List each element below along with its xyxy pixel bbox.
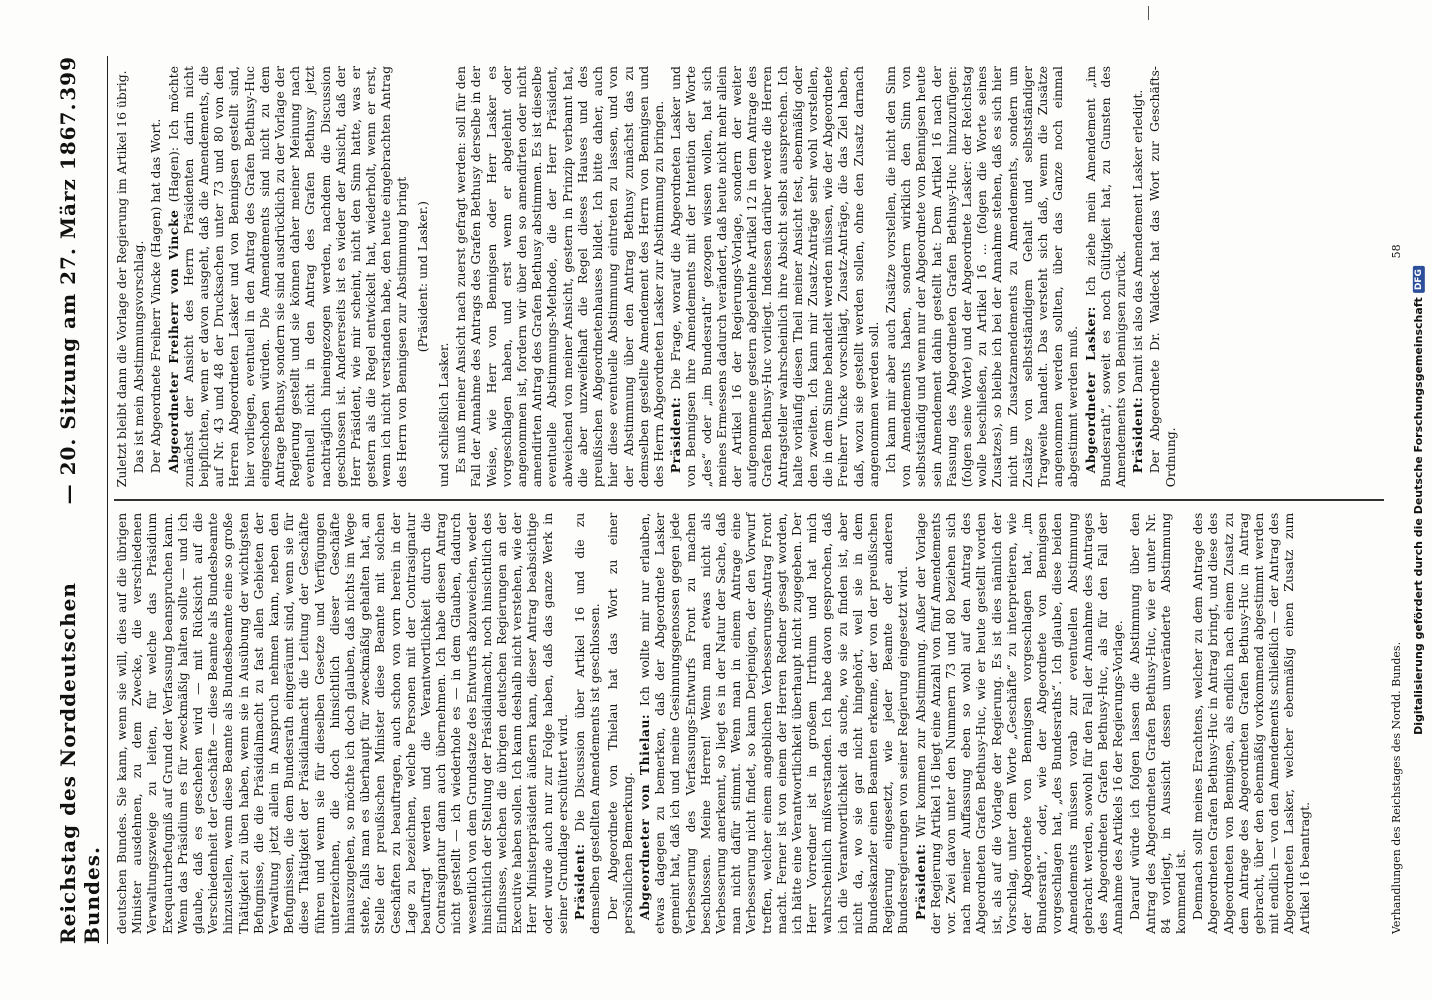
header-left-title: Reichstag des Norddeutschen Bundes. bbox=[56, 582, 104, 944]
page-footer bbox=[1390, 56, 1403, 944]
paragraph-text: (Hagen): Ich möchte zunächst der Ansicht des Herrn Präsidenten darin nicht beipflichten, wenn er davon ausgeht, daß die Amendements, die auf Nr. 43 und 48 der Drucksachen unter 73 und 80 von den Herren Abgeordneten Lasker und von Bennigsen gestellt sind, hier vorliegen, eventuell in den Antrag des Grafen Bethusy-Huc eingeschoben würden. Die Amendements sind nicht zu dem Antrage Bethusy, sondern sie sind ausdrücklich zu der Vorlage der Regierung gestellt und sie können daher meiner Meinung nach eventuell nicht in den Antrag des Grafen Bethusy jetzt nachträglich hineingezogen werden, nachdem die Discussion geschlossen ist. Andererseits ist es wieder der Ansicht, daß der Herr Präsident, wie mir scheint, nicht den Sinn hatte, was er gestern als die Regel entwickelt hat, wiederholt, wenn er erst, wenn ich nicht verstanden habe, den heute eingebrachten Antrag des Herrn von Bennigsen zur Abstimmung bringt bbox=[165, 66, 409, 488]
speaker-name: Abgeordneter Lasker: bbox=[1082, 306, 1098, 474]
paragraph-text: Der Abgeordnete Dr. Waldeck hat das Wort zur Geschäfts-Ordnung. bbox=[1147, 66, 1178, 488]
paragraph-text: (Präsident: und Lasker.) bbox=[414, 201, 430, 353]
paragraph bbox=[637, 513, 911, 934]
paragraph-text: Die Discussion über Artikel 16 und die zu demselben gestellten Amendements ist geschlossen. bbox=[572, 512, 603, 934]
paragraph-text: und schließlich Lasker. bbox=[436, 342, 452, 488]
fold-mark bbox=[1148, 6, 1149, 20]
paragraph bbox=[1083, 66, 1129, 487]
paragraph bbox=[415, 66, 430, 487]
paragraph-text: Wir kommen zur Abstimmung. Außer der Vorlage der Regierung Artikel 16 liegt eine Anzahl von fünf Amendements vor. Zwei davon unter den Nummern 73 und 80 beziehen sich nach meiner Auffassung eben so wohl auf den Antrag des Abgeordneten Grafen Bethusy-Huc, wie er heute gestellt worden ist, als auf die Vorlage der Regierung. Es ist dies nämlich der Vorschlag, unter dem Worte „Geschäfte“ zu interpretieren, wie der Abgeordnete von Bennigsen vorgeschlagen hat, „im Bundesrath“, oder, wie der Abgeordnete von Bennigsen vorgeschlagen hat, „des Bundesraths“. Ich glaube, diese beiden Amendements müssen vorab zur eventuellen Abstimmung gebracht werden, sowohl für den Fall der Annahme des Antrages des Abgeordneten Grafen Bethusy-Huc, als für den Fall der Annahme des Artikels 16 der Regierungs-Vorlage. bbox=[912, 512, 1126, 934]
paragraph bbox=[572, 513, 602, 934]
paragraph bbox=[883, 66, 1081, 487]
paragraph-text: Damit ist also das Amendement Lasker erledigt. bbox=[1130, 89, 1146, 393]
paragraph bbox=[453, 66, 666, 487]
speaker-name: Präsident: bbox=[1130, 396, 1146, 474]
paragraph bbox=[1127, 513, 1188, 934]
column-divider bbox=[114, 499, 1384, 501]
paragraph bbox=[114, 66, 129, 487]
dfg-logo: DFG bbox=[1412, 266, 1424, 293]
paragraph-text: Ich kann mir aber auch Zusätze vorstellen, die nicht den Sinn von Amendements haben, sondern wirklich den Sinn von selbstständig und wenn nur der Abgeordnete von Bennigsen heute sein Amendement dahin gestellt hat: Dem Artikel 16 nach der Fassung des Abgeordneten Grafen Bethusy-Huc hinzuzufügen: (folgen seine Worte) und der Abgeordnete Lasker: der Reichstag wolle beschließen, zu Artikel 16 ... (folgen die Worte seines Zusatzes), so bleibe ich bei der Annahme stehen, daß es sich hier nicht um Zusatzamendements zu Amendements, sondern um Zusätze von selbstständigem Gehalt und selbstständiger Tragweite handelt. Das versteht sich daß, wenn die Zusätze angenommen werden sollten, über das Ganze noch einmal abgestimmt werden muß. bbox=[882, 66, 1081, 488]
header-right-title: — 20. Sitzung am 27. März 1867. bbox=[56, 102, 80, 505]
page-number: 399 bbox=[56, 56, 80, 101]
paragraph bbox=[148, 66, 163, 487]
speaker-name: Präsident: bbox=[668, 396, 684, 474]
paragraph bbox=[668, 66, 881, 487]
digitization-note-text: Digitalisierung gefördert durch die Deutsche Forschungsgemeinschaft bbox=[1411, 296, 1425, 735]
paragraph-text: Darauf würde ich folgen lassen die Abstimmung über den Antrag des Abgeordneten Grafen Bethusy-Huc, wie er unter Nr. 84 vorliegt, in Aussicht dessen unveränderte Abstimmung kommend ist. bbox=[1127, 512, 1189, 934]
text-columns bbox=[114, 56, 1384, 944]
paragraph-text: Der Abgeordnete Freiherr Vincke (Hagen) hat das Wort. bbox=[148, 118, 164, 474]
paragraph bbox=[436, 66, 451, 487]
right-column bbox=[114, 56, 1384, 497]
paragraph-text: Ich wollte mir nur erlauben, etwas dagegen zu bemerken, daß der Abgeordnete Lasker gemeint hat, daß ich und meine Gesinnungsgenossen gegen jede Verbesserung des Verfassungs-Entwurfs Front zu machen beschlossen. Meine Herren! Wenn man etwas nicht als Verbesserung anerkennt, so liegt es in der Natur der Sache, daß man nicht dafür stimmt. Wenn man in einem Antrage eine Verbesserung nicht findet, so kann Derjenigen, der den Vorwurf treffen, welcher einem angeblichen Verbesserungs-Antrag Front macht. Ferner ist von einem der Herren Redner gesagt worden, ich hätte eine Verantwortlichkeit überhaupt nicht zugegeben. Der Herr Vorredner ist in großem Irrthum und hat mich wahrscheinlich mißverstanden. Ich habe davon gesprochen, daß ich die Verantwortlichkeit da suche, wo sie zu finden ist, aber nicht da, wo sie gar nicht hingehört, weil sie in dem Bundeskanzler einen Beamten erkenne, der von der preußischen Regierung eingesetzt, wie jeder Beamte der anderen Bundesregierungen von seiner Regierung eingesetzt wird. bbox=[636, 512, 911, 934]
paragraph bbox=[1130, 66, 1145, 487]
paragraph-text: Demnach sollt meines Erachtens, welcher zu dem Antrage des Abgeordneten Grafen Bethusy-Huc in Antrag bringt, und diese des Abgeordneten von Bennigsen, als endlich nach einem Zusatz zu dem Antrage des Abgeordneten Grafen Bethusy-Huc in Antrag gebracht, über den ebenmäßig vorkommend abgestimmt werden mit endlich — von den Amendements schließlich — der Antrag des Abgeordneten Lasker, welcher ebenmäßig einen Zusatz zum Artikel 16 beantragt. bbox=[1190, 512, 1312, 934]
paragraph bbox=[114, 513, 570, 934]
paragraph-text: Zuletzt bleibt dann die Vorlage der Regierung im Artikel 16 übrig. bbox=[114, 70, 129, 488]
digitization-note bbox=[1406, 0, 1430, 1000]
printed-sheet bbox=[48, 38, 1403, 962]
paragraph bbox=[605, 513, 635, 934]
paragraph bbox=[913, 513, 1126, 934]
running-header bbox=[56, 56, 108, 944]
paragraph-text: Ich ziehe mein Amendement „im Bundesrath“, soweit es noch Gültigkeit hat, zu Gunsten des Amendements von Bennigsen zurück. bbox=[1082, 66, 1128, 488]
footer-source: Verhandlungen des Reichstages des Nordd. Bundes. bbox=[1390, 641, 1403, 934]
paragraph-text: Der Abgeordnete von Thielau hat das Wort zu einer persönlichen Bemerkung. bbox=[604, 512, 635, 934]
paragraph bbox=[131, 66, 146, 487]
left-column bbox=[114, 503, 1384, 944]
paragraph-text: Das ist mein Abstimmungsvorschlag. bbox=[131, 240, 147, 474]
paragraph bbox=[1147, 66, 1177, 487]
paragraph-text: Die Frage, worauf die Abgeordneten Lasker und von Bennigsen ihre Amendements mit der Intention der Worte „des“ oder „im Bundesrath“ gezogen wissen wollen, hat sich meines Ermessens dadurch verändert, daß heute nicht mehr allein der Artikel 16 der Regierungs-Vorlage, sondern der weiter aufgenommene gestern abgelehnte Artikel 12 in dem Antrage des Grafen Bethusy-Huc vorliegt. Indessen darüber werde die Herren Antragsteller wahrscheinlich ihre Absicht selbst aussprechen. Ich halte vorläufig diesen Theil meiner Ansicht fest, ebenmäßig oder den zweiten. Ich kann mir Zusatz-Anträge sehr wohl vorstellen, die in dem Sinne behandelt werden müssen, wie der Abgeordnete Freiherr Vincke vorschlägt, Zusatz-Anträge, die das Ziel haben, daß, wozu sie gestellt werden sollen, ohne den Zusatz darnach angenommen werden soll. bbox=[668, 66, 881, 488]
speaker-name: Präsident: bbox=[572, 843, 588, 920]
paragraph bbox=[1190, 513, 1312, 934]
speaker-name: Abgeordneter von Thielau: bbox=[636, 713, 652, 920]
signature-mark: 58 bbox=[1390, 244, 1403, 259]
paragraph-text: deutschen Bundes. Sie kann, wenn sie will, dies auf die übrigen Minister ausdehnen, zu dem Zwecke, die verschiedenen Verwaltungszweige zu leiten, für welche das Präsidium Exequaturbefugniß auf Grund der Verfassung beanspruchen kann. Wenn das Präsidium es für zweckmäßig halten sollte — und ich glaube, daß es geschehen wird — mit Rücksicht auf die Verschiedenheit der Geschäfte — diese Beamte als Bundesbeamte hinzustellen, wenn diese Beamte als Bundesbeamte eine so große Thätigkeit zu üben haben, wenn sie in Ausübung der wichtigsten Befugnisse, die die Präsidialmacht zu fast allen Gebieten der Verwaltung jetzt allein in Anspruch nehmen kann, neben den Befugnissen, die dem Bundesrath eingeräumt sind, wenn sie für diese Thätigkeit der Präsidialmacht die Leitung der Geschäfte führen und wenn sie für dieselben Gesetze und Verfügungen unterzeichnen, die doch hinsichtlich dieser Geschäfte hinauszugehen, so möchte ich doch glauben, daß nichts im Wege stehe, falls man es überhaupt für zweckmäßig gehalten hat, an Stelle der preußischen Minister diese Beamte mit solchen Geschäften zu beauftragen, auch schon von vorn herein in der Lage zu bezeichnen, welche Personen mit der Contrasignatur beauftragt werden und die Verantwortlichkeit durch die Contrasignatur dann auch übernehmen. Ich habe diesen Antrag nicht gestellt — ich wiederhole es — in dem Glauben, dadurch wesentlich von dem Grundsatze des Entwurfs abzuweichen, weder hinsichtlich der Stellung der Präsidialmacht, noch hinsichtlich des Einflusses, welchen die übrigen deutschen Regierungen an der Executive haben sollen. Ich kann deshalb nicht verstehen, wie der Herr Ministerpräsident äußern kann, dieser Antrag beabsichtige oder wurde auch nur zur Folge haben, daß das ganze Werk in seiner Grundlage erschüttert wird. bbox=[114, 512, 570, 934]
paragraph-text: Es muß meiner Ansicht nach zuerst gefragt werden: soll für den Fall der Annahme des Antrags des Grafen Bethusy derselbe in der Weise, wie Herr von Bennigsen oder Herr Lasker es vorgeschlagen haben, und erst wenn er abgelehnt oder angenommen ist, fordern wir über den so amendirten oder nicht amendirten Antrag des Grafen Bethusy abstimmen. Es ist dieselbe eventuelle Abstimmungs-Methode, die der Herr Präsident, abweichend von meiner Ansicht, gestern in Prinzip verbannt hat, die aber unzweifelhaft die Regel dieses Hauses und des preußischen Abgeordnetenhauses bildet. Ich bitte daher, auch hier diese eventuelle Abstimmung eintreten zu lassen, und von der Abstimmung über den Antrag Bethusy zunächst das zu demselben gestellte Amendement des Herrn von Bennigsen und des Herrn Abgeordneten Lasker zur Abstimmung zu bringen. bbox=[453, 66, 666, 488]
paragraph bbox=[166, 66, 409, 487]
speaker-name: Präsident: bbox=[912, 843, 928, 920]
speaker-name: Abgeordneter Freiherr von Vincke bbox=[165, 209, 181, 474]
